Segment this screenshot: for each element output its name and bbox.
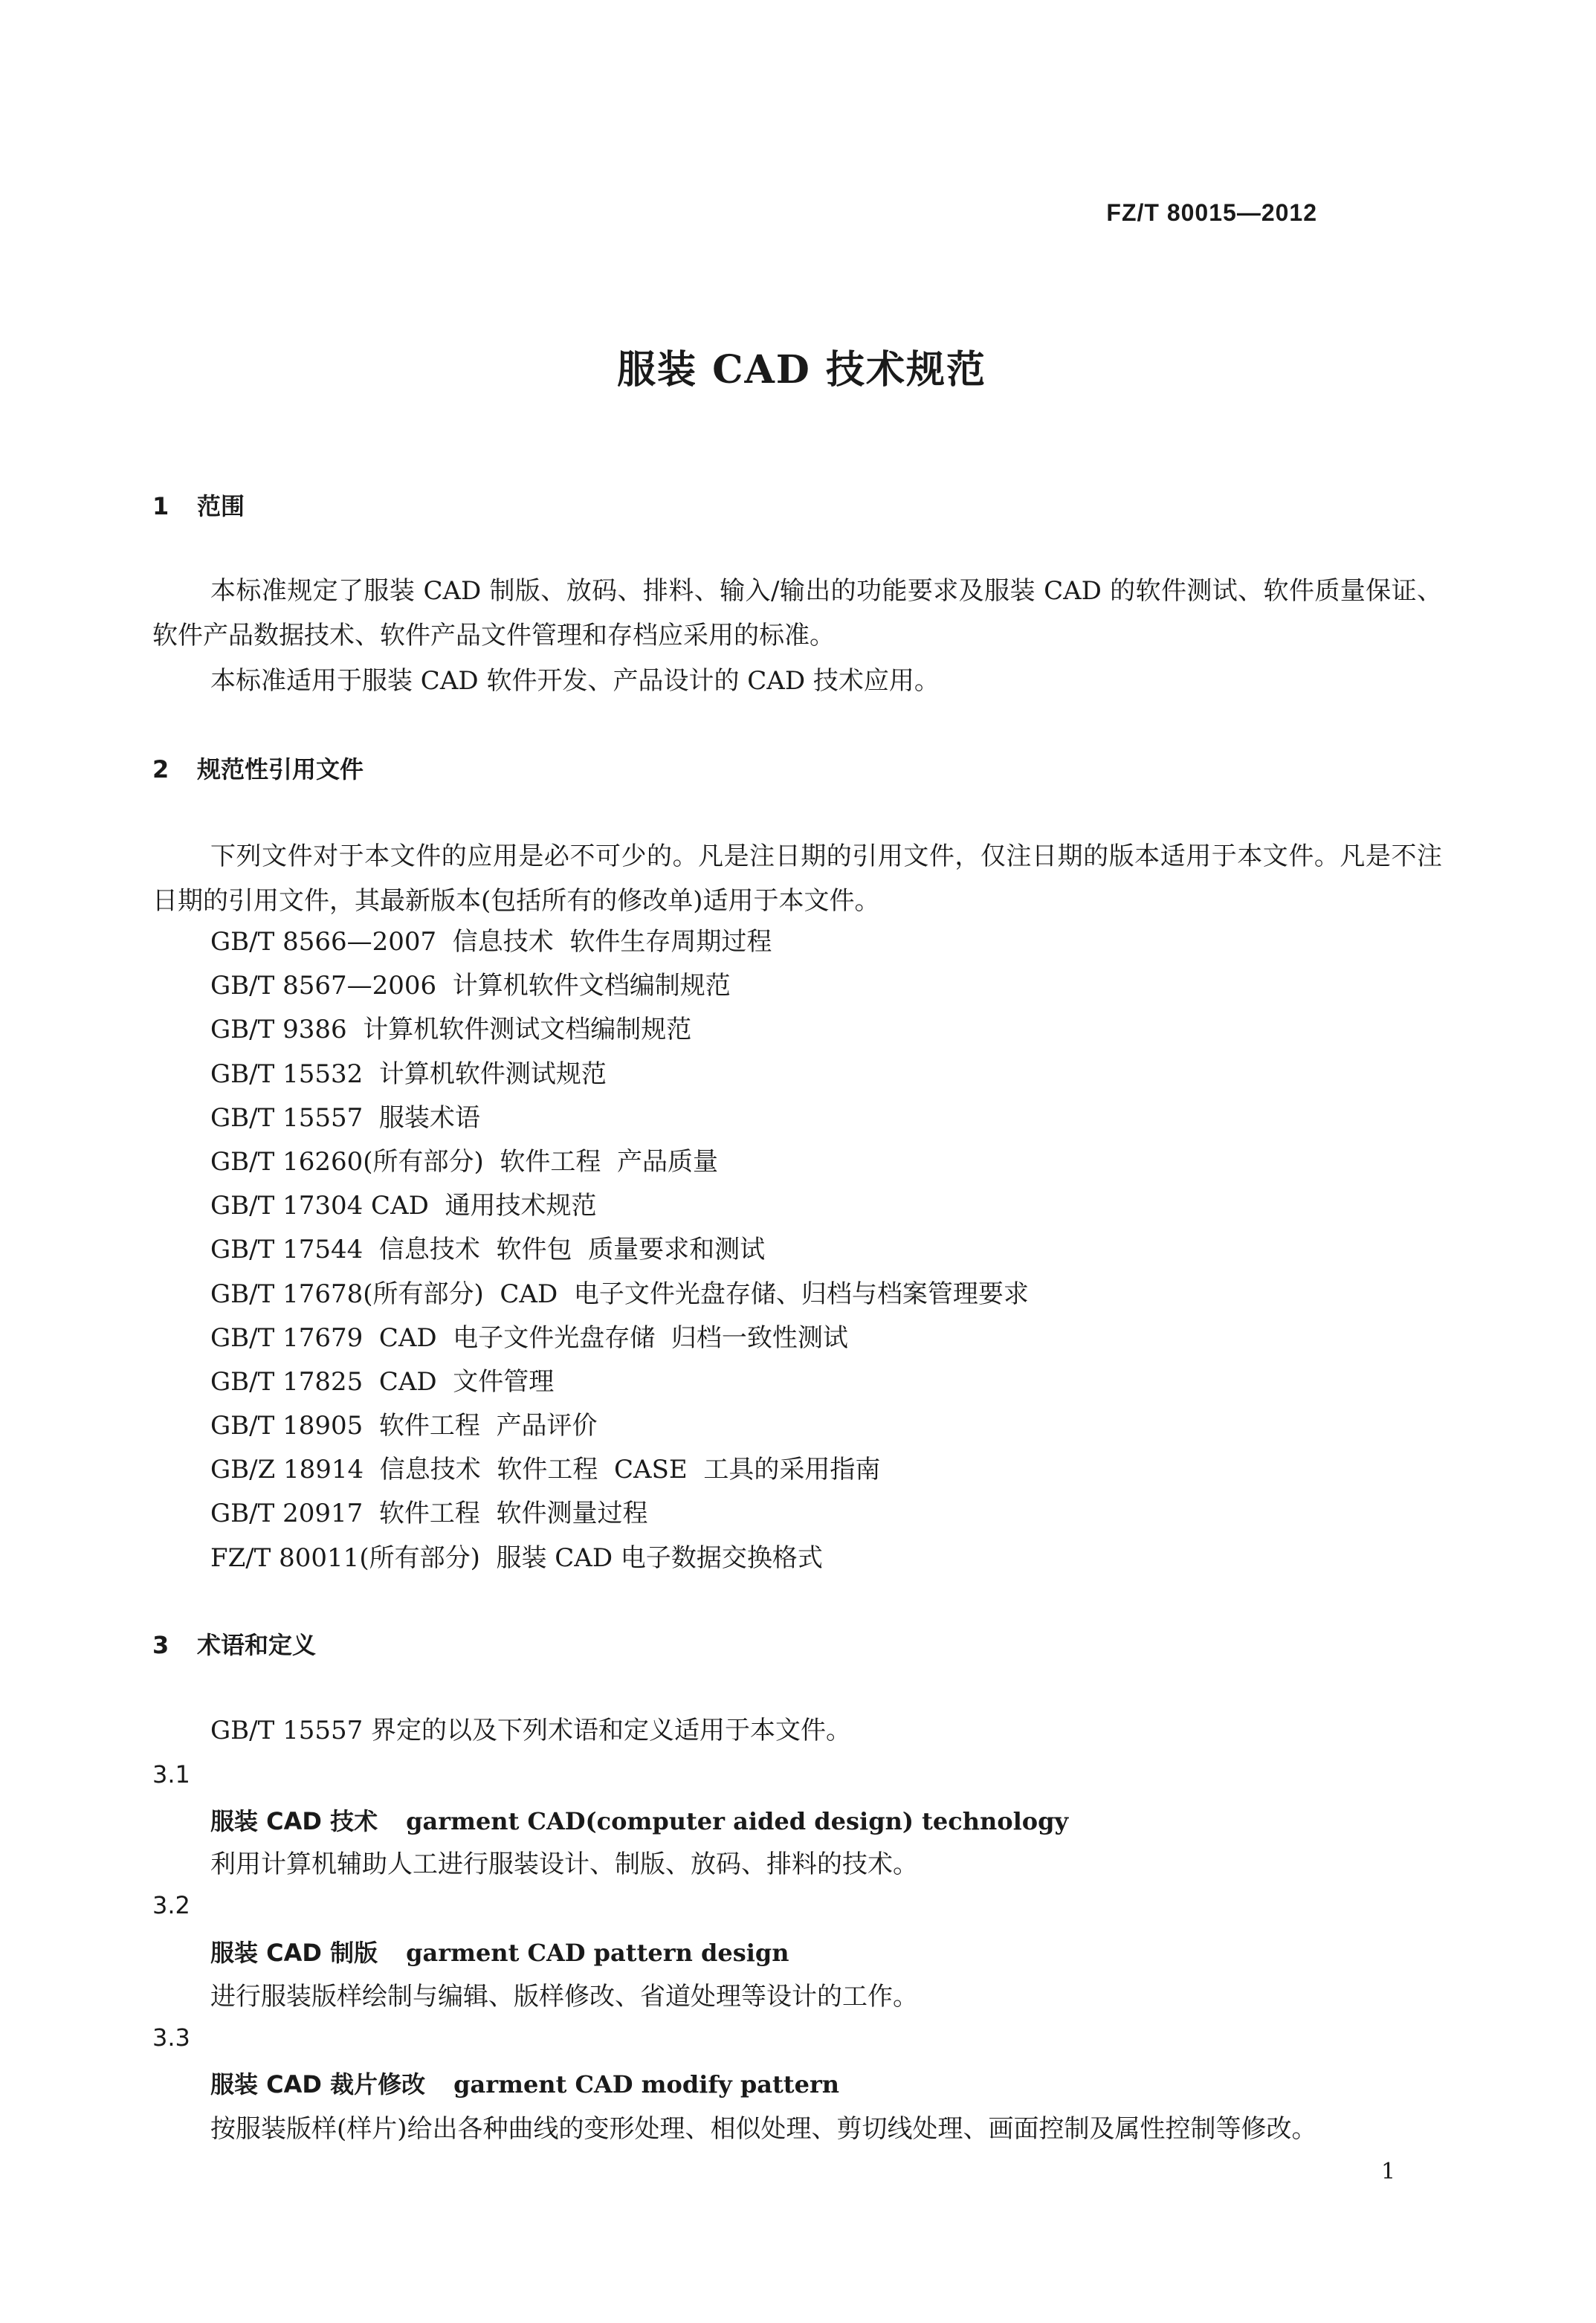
reference-item: GB/T 8567—2006 计算机软件文档编制规范 — [210, 971, 731, 1001]
paragraph: 本标准规定了服装 CAD 制版、放码、排料、输入/输出的功能要求及服装 CAD 的软件测试、软件质量保证、软件产品数据技术、软件产品文件管理和存档应采用的标准。 — [152, 576, 1442, 650]
term-heading — [210, 2066, 839, 2100]
reference-list — [210, 920, 1029, 1580]
section-number: 3 — [152, 1631, 169, 1659]
reference-item: GB/T 17304 CAD 通用技术规范 — [210, 1191, 597, 1221]
term-chinese: 服装 CAD 技术 — [210, 1807, 378, 1835]
reference-item: GB/T 18905 软件工程 产品评价 — [210, 1411, 598, 1441]
reference-item: GB/T 17678(所有部分) CAD 电子文件光盘存储、归档与档案管理要求 — [210, 1279, 1029, 1309]
reference-item: GB/T 17679 CAD 电子文件光盘存储 归档一致性测试 — [210, 1322, 848, 1353]
reference-item: GB/T 17544 信息技术 软件包 质量要求和测试 — [210, 1235, 766, 1265]
term-number: 3.3 — [152, 2023, 190, 2052]
reference-item: GB/T 17825 CAD 文件管理 — [210, 1366, 555, 1397]
section-title: 术语和定义 — [197, 1631, 317, 1659]
term-definition: 利用计算机辅助人工进行服装设计、制版、放码、排料的技术。 — [210, 1849, 918, 1879]
term-definition: 按服装版样(样片)给出各种曲线的变形处理、相似处理、剪切线处理、画面控制及属性控制等修改。 — [210, 2114, 1317, 2144]
section-heading-terms-definitions — [152, 1626, 316, 1661]
paragraph: GB/T 15557 界定的以及下列术语和定义适用于本文件。 — [210, 1716, 852, 1745]
section-heading-normative-references — [152, 751, 364, 785]
reference-item: GB/T 15532 计算机软件测试规范 — [210, 1059, 607, 1089]
term-definition: 进行服装版样绘制与编辑、版样修改、省道处理等设计的工作。 — [210, 1982, 918, 2012]
reference-item: GB/Z 18914 信息技术 软件工程 CASE 工具的采用指南 — [210, 1455, 881, 1485]
reference-item: FZ/T 80011(所有部分) 服装 CAD 电子数据交换格式 — [210, 1542, 823, 1573]
term-heading — [210, 1934, 789, 1968]
reference-item: GB/T 9386 计算机软件测试文档编制规范 — [210, 1015, 692, 1045]
term-english: garment CAD modify pattern — [453, 2070, 840, 2099]
term-chinese: 服装 CAD 裁片修改 — [210, 2070, 426, 2099]
term-heading — [210, 1803, 1068, 1837]
paragraph: 下列文件对于本文件的应用是必不可少的。凡是注日期的引用文件，仅注日期的版本适用于本文件。凡是不注日期的引用文件，其最新版本(包括所有的修改单)适用于本文件。 — [152, 841, 1442, 916]
paragraph: 本标准适用于服装 CAD 软件开发、产品设计的 CAD 技术应用。 — [210, 666, 940, 696]
term-number: 3.2 — [152, 1891, 190, 1919]
term-english: garment CAD(computer aided design) technology — [406, 1807, 1069, 1835]
term-number: 3.1 — [152, 1760, 190, 1789]
reference-item: GB/T 16260(所有部分) 软件工程 产品质量 — [210, 1146, 719, 1177]
term-english: garment CAD pattern design — [406, 1939, 789, 1967]
reference-item: GB/T 20917 软件工程 软件测量过程 — [210, 1499, 648, 1529]
reference-item: GB/T 8566—2007 信息技术 软件生存周期过程 — [210, 927, 772, 957]
section-number: 1 — [152, 492, 169, 520]
document-title: 服装 CAD 技术规范 — [616, 347, 987, 392]
section-heading-scope — [152, 488, 245, 522]
reference-item: GB/T 15557 服装术语 — [210, 1102, 480, 1133]
section-number: 2 — [152, 755, 169, 784]
section-title: 规范性引用文件 — [197, 755, 364, 784]
term-chinese: 服装 CAD 制版 — [210, 1939, 378, 1967]
standard-code: FZ/T 80015—2012 — [1106, 199, 1317, 226]
section-title: 范围 — [197, 492, 245, 520]
page-number: 1 — [1381, 2159, 1396, 2185]
